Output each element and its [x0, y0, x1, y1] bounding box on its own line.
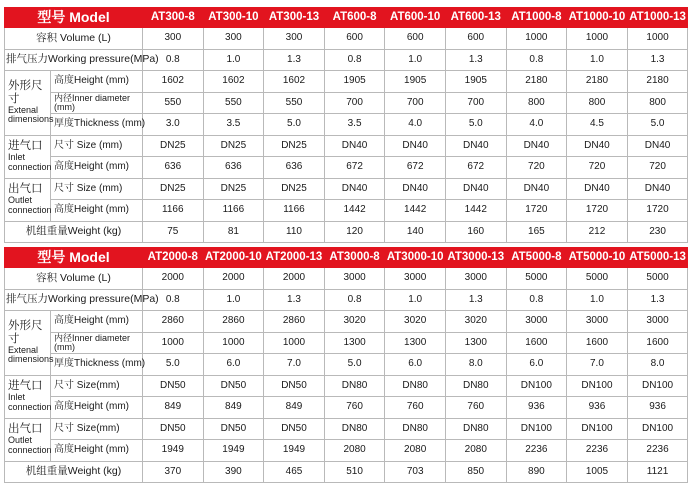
model-name: AT300-10: [203, 8, 264, 28]
volume-label: 容积 Volume (L): [5, 268, 143, 290]
dims-thickness-cell: 8.0: [627, 354, 688, 376]
model-name: AT600-13: [445, 8, 506, 28]
dims-height-cell: 3020: [385, 311, 446, 333]
spec-table-1: [4, 7, 688, 243]
outlet-height-cell: 1442: [385, 200, 446, 222]
table-row: [5, 248, 688, 268]
volume-cell: 2000: [264, 268, 325, 290]
dims-inner-cell: 1600: [567, 332, 628, 354]
dims-thickness-cell: 8.0: [445, 354, 506, 376]
inlet-category-zh: 进气口: [8, 140, 43, 153]
dims-height-cell: 2180: [567, 71, 628, 93]
dims-thickness-cell: 6.0: [506, 354, 567, 376]
outlet-size-cell: DN40: [506, 178, 567, 200]
dims-category: [5, 71, 54, 136]
dims-inner-cell: 550: [264, 92, 325, 114]
inlet-height-cell: 636: [264, 157, 325, 179]
inlet-size-label: 尺寸 Size (mm): [51, 135, 143, 157]
inlet-category-zh: 进气口: [8, 380, 43, 393]
outlet-height-cell: 1166: [203, 200, 264, 222]
inlet-size-cell: DN100: [627, 375, 688, 397]
model-name: AT300-13: [264, 8, 325, 28]
dims-category-en: Extenal dimensions: [8, 344, 54, 365]
outlet-size-cell: DN100: [506, 418, 567, 440]
outlet-height-cell: 1949: [264, 440, 325, 462]
model-header-label: 型号 Model: [5, 8, 143, 28]
table-row: [5, 49, 688, 71]
volume-cell: 5000: [627, 268, 688, 290]
table-row: [5, 221, 688, 243]
weight-cell: 165: [506, 221, 567, 243]
table-row: [5, 28, 688, 50]
dims-height-cell: 1602: [203, 71, 264, 93]
dims-category-zh: 外形尺寸: [8, 320, 43, 345]
pressure-cell: 0.8: [506, 289, 567, 311]
inlet-height-cell: 936: [627, 397, 688, 419]
dims-thickness-cell: 5.0: [445, 114, 506, 136]
dims-inner-cell: 1600: [506, 332, 567, 354]
dims-thickness-cell: 6.0: [203, 354, 264, 376]
inlet-height-cell: 636: [143, 157, 204, 179]
dims-height-cell: 2860: [143, 311, 204, 333]
pressure-cell: 1.3: [264, 289, 325, 311]
table-row: [5, 461, 688, 483]
model-name: AT5000-8: [506, 248, 567, 268]
outlet-category: [5, 418, 51, 461]
pressure-cell: 0.8: [324, 289, 385, 311]
volume-cell: 3000: [324, 268, 385, 290]
inlet-height-label: 高度Height (mm): [51, 397, 143, 419]
outlet-size-label: 尺寸 Size(mm): [51, 418, 143, 440]
volume-cell: 1000: [506, 28, 567, 50]
weight-cell: 212: [567, 221, 628, 243]
weight-label: 机组重量Weight (kg): [5, 221, 143, 243]
dims-thickness-cell: 4.0: [506, 114, 567, 136]
dims-thickness-cell: 5.0: [143, 354, 204, 376]
inlet-height-cell: 720: [567, 157, 628, 179]
dims-thickness-label: 厚度Thickness (mm): [51, 114, 143, 136]
inlet-height-label: 高度Height (mm): [51, 157, 143, 179]
volume-cell: 600: [445, 28, 506, 50]
volume-cell: 2000: [203, 268, 264, 290]
dims-category-en: Extenal dimensions: [8, 104, 54, 125]
outlet-size-cell: DN40: [324, 178, 385, 200]
weight-cell: 465: [264, 461, 325, 483]
model-name: AT300-8: [143, 8, 204, 28]
dims-inner-cell: 700: [324, 92, 385, 114]
model-name: AT2000-10: [203, 248, 264, 268]
weight-cell: 140: [385, 221, 446, 243]
pressure-cell: 1.0: [203, 289, 264, 311]
inlet-height-cell: 672: [385, 157, 446, 179]
dims-inner-cell: 1300: [445, 332, 506, 354]
model-name: AT2000-8: [143, 248, 204, 268]
inlet-size-cell: DN100: [567, 375, 628, 397]
pressure-cell: 1.3: [264, 49, 325, 71]
outlet-height-label: 高度Height (mm): [51, 200, 143, 222]
dims-inner-cell: 1000: [203, 332, 264, 354]
pressure-cell: 0.8: [324, 49, 385, 71]
outlet-size-cell: DN25: [203, 178, 264, 200]
outlet-size-label: 尺寸 Size (mm): [51, 178, 143, 200]
outlet-height-cell: 2080: [324, 440, 385, 462]
model-name: AT2000-13: [264, 248, 325, 268]
inlet-size-cell: DN100: [506, 375, 567, 397]
inlet-size-cell: DN50: [264, 375, 325, 397]
outlet-size-cell: DN50: [264, 418, 325, 440]
dims-category-zh: 外形尺寸: [8, 80, 43, 105]
volume-cell: 3000: [385, 268, 446, 290]
inlet-height-cell: 849: [264, 397, 325, 419]
outlet-category-en: Outlet connection: [8, 194, 52, 215]
pressure-cell: 0.8: [143, 49, 204, 71]
model-name: AT5000-13: [627, 248, 688, 268]
volume-cell: 1000: [627, 28, 688, 50]
dims-inner-label: 内径Inner diameter (mm): [51, 92, 143, 114]
model-name: AT1000-8: [506, 8, 567, 28]
weight-cell: 370: [143, 461, 204, 483]
volume-cell: 300: [203, 28, 264, 50]
volume-cell: 600: [324, 28, 385, 50]
table-row: [5, 354, 688, 376]
inlet-category: [5, 375, 51, 418]
model-name: AT3000-8: [324, 248, 385, 268]
dims-height-cell: 2180: [506, 71, 567, 93]
outlet-height-cell: 1720: [627, 200, 688, 222]
outlet-height-label: 高度Height (mm): [51, 440, 143, 462]
dims-thickness-cell: 7.0: [264, 354, 325, 376]
inlet-height-cell: 760: [324, 397, 385, 419]
outlet-height-cell: 1949: [203, 440, 264, 462]
dims-thickness-cell: 3.5: [203, 114, 264, 136]
pressure-cell: 1.3: [445, 49, 506, 71]
dims-inner-cell: 1000: [264, 332, 325, 354]
outlet-size-cell: DN40: [385, 178, 446, 200]
volume-label: 容积 Volume (L): [5, 28, 143, 50]
pressure-cell: 1.0: [385, 289, 446, 311]
inlet-height-cell: 936: [506, 397, 567, 419]
dims-thickness-label: 厚度Thickness (mm): [51, 354, 143, 376]
outlet-height-cell: 2236: [627, 440, 688, 462]
inlet-height-cell: 720: [627, 157, 688, 179]
table-row: [5, 418, 688, 440]
volume-cell: 600: [385, 28, 446, 50]
volume-cell: 300: [264, 28, 325, 50]
model-name: AT600-8: [324, 8, 385, 28]
inlet-size-cell: DN50: [203, 375, 264, 397]
dims-thickness-cell: 3.0: [143, 114, 204, 136]
outlet-height-cell: 1166: [143, 200, 204, 222]
inlet-height-cell: 720: [506, 157, 567, 179]
outlet-size-cell: DN100: [567, 418, 628, 440]
weight-cell: 110: [264, 221, 325, 243]
outlet-height-cell: 1720: [567, 200, 628, 222]
inlet-size-cell: DN40: [627, 135, 688, 157]
dims-category: [5, 311, 54, 376]
spec-table-2: [4, 247, 688, 483]
outlet-size-cell: DN80: [385, 418, 446, 440]
dims-inner-cell: 1300: [324, 332, 385, 354]
outlet-size-cell: DN80: [445, 418, 506, 440]
inlet-category: [5, 135, 51, 178]
outlet-size-cell: DN40: [567, 178, 628, 200]
pressure-cell: 1.0: [203, 49, 264, 71]
outlet-size-cell: DN100: [627, 418, 688, 440]
outlet-height-cell: 2236: [506, 440, 567, 462]
outlet-height-cell: 1949: [143, 440, 204, 462]
pressure-label: 排气压力Working pressure(MPa): [5, 289, 143, 311]
weight-cell: 81: [203, 221, 264, 243]
dims-inner-cell: 1600: [627, 332, 688, 354]
dims-inner-cell: 550: [143, 92, 204, 114]
pressure-cell: 1.3: [445, 289, 506, 311]
inlet-size-cell: DN25: [143, 135, 204, 157]
inlet-height-cell: 672: [445, 157, 506, 179]
inlet-size-cell: DN40: [385, 135, 446, 157]
model-name: AT3000-10: [385, 248, 446, 268]
inlet-size-cell: DN80: [445, 375, 506, 397]
dims-height-cell: 3000: [627, 311, 688, 333]
weight-cell: 703: [385, 461, 446, 483]
outlet-size-cell: DN40: [627, 178, 688, 200]
table-row: [5, 289, 688, 311]
model-name: AT1000-13: [627, 8, 688, 28]
pressure-cell: 1.3: [627, 49, 688, 71]
dims-thickness-cell: 5.0: [264, 114, 325, 136]
outlet-height-cell: 2080: [385, 440, 446, 462]
pressure-label: 排气压力Working pressure(MPa): [5, 49, 143, 71]
table-row: [5, 397, 688, 419]
inlet-height-cell: 849: [203, 397, 264, 419]
dims-height-cell: 1905: [445, 71, 506, 93]
weight-cell: 75: [143, 221, 204, 243]
inlet-height-cell: 672: [324, 157, 385, 179]
dims-height-cell: 2180: [627, 71, 688, 93]
inlet-size-label: 尺寸 Size(mm): [51, 375, 143, 397]
dims-inner-cell: 800: [506, 92, 567, 114]
dims-thickness-cell: 4.5: [567, 114, 628, 136]
weight-label: 机组重量Weight (kg): [5, 461, 143, 483]
inlet-height-cell: 760: [445, 397, 506, 419]
table-row: [5, 375, 688, 397]
dims-thickness-cell: 5.0: [627, 114, 688, 136]
inlet-size-cell: DN40: [324, 135, 385, 157]
outlet-category: [5, 178, 51, 221]
inlet-size-cell: DN25: [264, 135, 325, 157]
volume-cell: 2000: [143, 268, 204, 290]
dims-inner-cell: 800: [567, 92, 628, 114]
inlet-size-cell: DN80: [385, 375, 446, 397]
dims-height-cell: 3000: [567, 311, 628, 333]
dims-inner-cell: 800: [627, 92, 688, 114]
pressure-cell: 0.8: [506, 49, 567, 71]
outlet-category-zh: 出气口: [8, 423, 43, 436]
weight-cell: 120: [324, 221, 385, 243]
dims-inner-cell: 550: [203, 92, 264, 114]
outlet-height-cell: 1442: [324, 200, 385, 222]
outlet-height-cell: 1166: [264, 200, 325, 222]
inlet-category-en: Inlet connection: [8, 391, 52, 412]
table-row: [5, 200, 688, 222]
dims-height-cell: 1905: [324, 71, 385, 93]
outlet-size-cell: DN25: [143, 178, 204, 200]
outlet-category-en: Outlet connection: [8, 434, 52, 455]
model-name: AT1000-10: [567, 8, 628, 28]
weight-cell: 510: [324, 461, 385, 483]
table-row: [5, 8, 688, 28]
weight-cell: 230: [627, 221, 688, 243]
outlet-size-cell: DN80: [324, 418, 385, 440]
dims-height-cell: 2860: [203, 311, 264, 333]
dims-thickness-cell: 4.0: [385, 114, 446, 136]
outlet-height-cell: 2080: [445, 440, 506, 462]
dims-height-cell: 2860: [264, 311, 325, 333]
volume-cell: 1000: [567, 28, 628, 50]
table-row: [5, 440, 688, 462]
dims-height-cell: 3020: [445, 311, 506, 333]
dims-height-cell: 1905: [385, 71, 446, 93]
weight-cell: 1121: [627, 461, 688, 483]
model-name: AT5000-10: [567, 248, 628, 268]
inlet-size-cell: DN40: [567, 135, 628, 157]
inlet-size-cell: DN25: [203, 135, 264, 157]
dims-inner-cell: 1300: [385, 332, 446, 354]
dims-height-label: 高度Height (mm): [51, 311, 143, 333]
pressure-cell: 0.8: [143, 289, 204, 311]
table-row: [5, 135, 688, 157]
model-name: AT3000-13: [445, 248, 506, 268]
inlet-height-cell: 936: [567, 397, 628, 419]
outlet-height-cell: 2236: [567, 440, 628, 462]
volume-cell: 5000: [506, 268, 567, 290]
volume-cell: 5000: [567, 268, 628, 290]
dims-thickness-cell: 3.5: [324, 114, 385, 136]
dims-inner-cell: 1000: [143, 332, 204, 354]
outlet-size-cell: DN25: [264, 178, 325, 200]
dims-height-cell: 3020: [324, 311, 385, 333]
inlet-size-cell: DN40: [506, 135, 567, 157]
inlet-size-cell: DN40: [445, 135, 506, 157]
inlet-category-en: Inlet connection: [8, 151, 52, 172]
table-row: [5, 114, 688, 136]
inlet-height-cell: 760: [385, 397, 446, 419]
model-name: AT600-10: [385, 8, 446, 28]
inlet-height-cell: 636: [203, 157, 264, 179]
table-row: [5, 157, 688, 179]
dims-thickness-cell: 6.0: [385, 354, 446, 376]
volume-cell: 300: [143, 28, 204, 50]
weight-cell: 890: [506, 461, 567, 483]
weight-cell: 160: [445, 221, 506, 243]
dims-height-label: 高度Height (mm): [51, 71, 143, 93]
outlet-size-cell: DN50: [203, 418, 264, 440]
outlet-category-zh: 出气口: [8, 183, 43, 196]
inlet-height-cell: 849: [143, 397, 204, 419]
weight-cell: 1005: [567, 461, 628, 483]
dims-height-cell: 1602: [143, 71, 204, 93]
table-row: [5, 178, 688, 200]
pressure-cell: 1.0: [567, 289, 628, 311]
dims-height-cell: 3000: [506, 311, 567, 333]
table-row: [5, 332, 688, 354]
dims-inner-cell: 700: [385, 92, 446, 114]
volume-cell: 3000: [445, 268, 506, 290]
pressure-cell: 1.0: [567, 49, 628, 71]
outlet-size-cell: DN50: [143, 418, 204, 440]
dims-inner-cell: 700: [445, 92, 506, 114]
inlet-size-cell: DN50: [143, 375, 204, 397]
table-row: [5, 311, 688, 333]
pressure-cell: 1.0: [385, 49, 446, 71]
table-row: [5, 92, 688, 114]
inlet-size-cell: DN80: [324, 375, 385, 397]
outlet-size-cell: DN40: [445, 178, 506, 200]
table-row: [5, 71, 688, 93]
model-header-label: 型号 Model: [5, 248, 143, 268]
table-row: [5, 268, 688, 290]
pressure-cell: 1.3: [627, 289, 688, 311]
dims-thickness-cell: 5.0: [324, 354, 385, 376]
dims-height-cell: 1602: [264, 71, 325, 93]
weight-cell: 390: [203, 461, 264, 483]
dims-thickness-cell: 7.0: [567, 354, 628, 376]
dims-inner-label: 内径Inner diameter (mm): [51, 332, 143, 354]
weight-cell: 850: [445, 461, 506, 483]
outlet-height-cell: 1720: [506, 200, 567, 222]
outlet-height-cell: 1442: [445, 200, 506, 222]
